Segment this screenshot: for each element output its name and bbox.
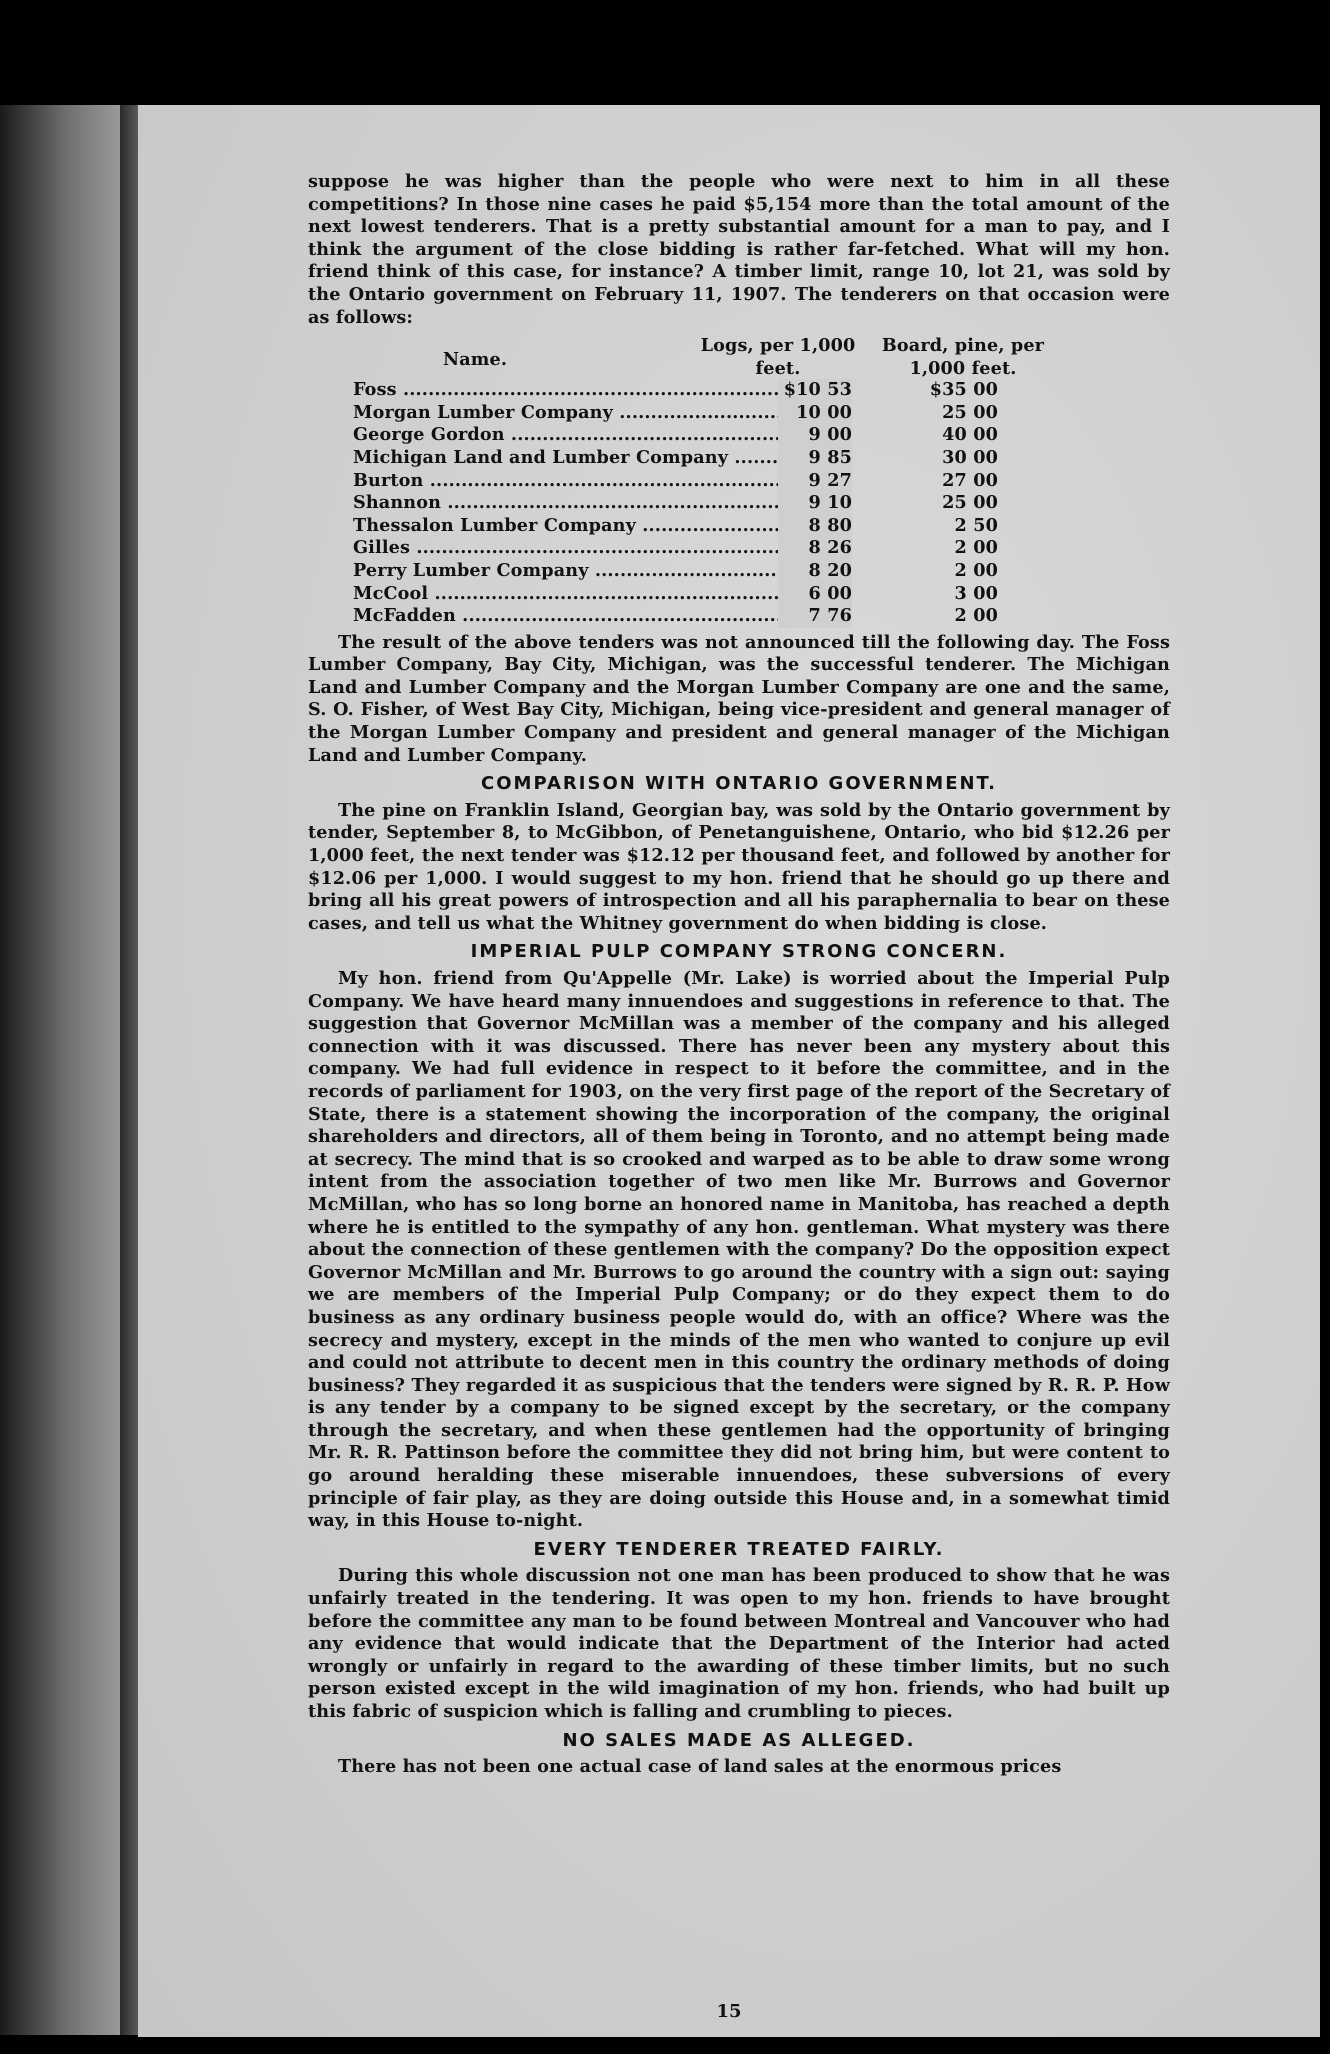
comparison-paragraph: The pine on Franklin Island, Georgian bay, was sold by the Ontario government by tender, September 8, to McGibbon, of Penetanguishene, Ontario, who bid $12.26 per 1,000 feet, the next tender was $12.12 per thousand feet, and followed by another for $12.06 per 1,000. I would suggest to my hon. friend that he should go up there and bring all his great powers of introspection and all his paraphernalia to bear on these cases, and tell us what the Whitney government do when bidding is close.: [308, 799, 1170, 934]
tenderer-name: Shannon .....: [353, 492, 783, 515]
logs-price: 8 26: [778, 537, 852, 560]
board-price: 30 00: [942, 446, 998, 468]
book-gutter: [120, 105, 138, 2035]
intro-paragraph: suppose he was higher than the people who were next to him in all these competitions? In those nine cases he paid $5,154 more than the total amount of the next lowest tenderers. That is a pretty substantial amount for a man to pay, and I think the argument of the close bidding is rather far-fetched. What will my hon. friend think of this case, for instance? A timber limit, range 10, lot 21, was sold by the Ontario government on February 11, 1907. The tenderers on that occasion were as follows:: [308, 171, 1170, 328]
table-row: [308, 402, 1170, 425]
result-paragraph: The result of the above tenders was not announced till the following day. The Foss Lumber Company, Bay City, Michigan, was the successful tenderer. The Michigan Land and Lumber Company and the Morgan Lumber Company are one and the same, S. O. Fisher, of West Bay City, Michigan, being vice-president and general manager of the Morgan Lumber Company and president and general manager of the Michigan Land and Lumber Company.: [308, 631, 1170, 766]
logs-price: 6 00: [778, 583, 852, 606]
table-row: [308, 560, 1170, 583]
table-row: [308, 379, 1170, 402]
tenderer-name: McFadden .....: [353, 605, 783, 628]
logs-price: 9 85: [778, 447, 852, 470]
table-row: [308, 447, 1170, 470]
board-price: 2 00: [954, 559, 998, 581]
every-tenderer-paragraph: During this whole discussion not one man has been produced to show that he was unfairly treated in the tendering. It was open to my hon. friends to have brought before the committee any man to be found between Montreal and Vancouver who had any evidence that would indicate that the Department of the Interior had acted wrongly or unfairly in regard to the awarding of these timber limits, but no such person existed except in the wild imagination of my hon. friends, who had built up this fabric of suspicion which is falling and crumbling to pieces.: [308, 1565, 1170, 1722]
board-price: 25 00: [942, 401, 998, 423]
heading-imperial-pulp: IMPERIAL PULP COMPANY STRONG CONCERN.: [470, 941, 1008, 963]
logs-price: 7 76: [778, 605, 852, 628]
table-row: [308, 492, 1170, 515]
table-row: [308, 537, 1170, 560]
heading-no-sales: NO SALES MADE AS ALLEGED.: [562, 1729, 916, 1751]
tenderer-name: Burton .....: [353, 470, 783, 493]
table-row: [308, 583, 1170, 606]
tenderer-name: Gilles .....: [353, 537, 783, 560]
tenderer-name: Thessalon Lumber Company .....: [353, 515, 783, 538]
table-header: [308, 335, 1170, 379]
board-price: $35 00: [929, 379, 998, 401]
table-row: [308, 424, 1170, 447]
page-text: [308, 171, 1170, 1779]
document-page: [138, 105, 1320, 2037]
table-row: [308, 470, 1170, 493]
tenderer-name: George Gordon .....: [353, 424, 783, 447]
tenders-table: [308, 335, 1170, 628]
tenderer-name: Michigan Land and Lumber Company .....: [353, 447, 783, 470]
board-price: 40 00: [942, 424, 998, 446]
board-price: 27 00: [942, 469, 998, 491]
heading-every-tenderer: EVERY TENDERER TREATED FAIRLY.: [533, 1538, 945, 1560]
logs-price: 9 00: [778, 424, 852, 447]
board-price: 2 00: [954, 537, 998, 559]
no-sales-paragraph: There has not been one actual case of land sales at the enormous prices: [338, 1756, 1062, 1778]
board-price: 25 00: [942, 492, 998, 514]
page-number: 15: [716, 2001, 742, 2022]
logs-price: 9 10: [778, 492, 852, 515]
logs-price: 8 80: [778, 515, 852, 538]
table-row: [308, 605, 1170, 628]
board-price: 3 00: [954, 582, 998, 604]
tenderer-name: Perry Lumber Company .....: [353, 560, 783, 583]
table-body: [308, 379, 1170, 628]
logs-price: 8 20: [778, 560, 852, 583]
tenderer-name: Morgan Lumber Company .....: [353, 402, 783, 425]
table-row: [308, 515, 1170, 538]
header-name: Name.: [443, 349, 508, 371]
header-logs: Logs, per 1,000 feet.: [700, 335, 856, 379]
facing-page-edge: [0, 105, 120, 2035]
header-board: Board, pine, per 1,000 feet.: [881, 335, 1045, 379]
board-price: 2 50: [954, 514, 998, 536]
logs-price: 9 27: [778, 470, 852, 493]
logs-price: $10 53: [778, 379, 852, 402]
heading-comparison: COMPARISON WITH ONTARIO GOVERNMENT.: [481, 773, 997, 795]
logs-price: 10 00: [778, 402, 852, 425]
board-price: 2 00: [954, 605, 998, 627]
imperial-pulp-paragraph: My hon. friend from Qu'Appelle (Mr. Lake) is worried about the Imperial Pulp Company. We have heard many innuendoes and suggestions in reference to that. The suggestion that Governor McMillan was a member of the company and his alleged connection with it was discussed. There has never been any mystery about this company. We had full evidence in respect to it before the committee, and in the records of parliament for 1903, on the very first page of the report of the Secretary of State, there is a statement showing the incorporation of the company, the original shareholders and directors, all of them being in Toronto, and no attempt being made at secrecy. The mind that is so crooked and warped as to be able to draw some wrong intent from the association together of two men like Mr. Burrows and Governor McMillan, who has so long borne an honored name in Manitoba, has reached a depth where he is entitled to the sympathy of any hon. gentleman. What mystery was there about the connection of these gentlemen with the company? Do the opposition expect Governor McMillan and Mr. Burrows to go around the country with a sign out: saying we are members of the Imperial Pulp Company; or do they expect them to do business as any ordinary business people would do, with an office? Where was the secrecy and mystery, except in the minds of the men who wanted to conjure up evil and could not attribute to decent men in this country the ordinary methods of doing business? They regarded it as suspicious that the tenders were signed by R. R. P. How is any tender by a company to be signed except by the secretary, or the company through the secretary, and when these gentlemen had the opportunity of bringing Mr. R. R. Pattinson before the committee they did not bring him, but were content to go around heralding these miserable innuendoes, these subversions of every principle of fair play, as they are doing outside this House and, in a somewhat timid way, in this House to-night.: [308, 968, 1170, 1532]
tenderer-name: McCool .....: [353, 583, 783, 606]
tenderer-name: Foss .....: [353, 379, 783, 402]
